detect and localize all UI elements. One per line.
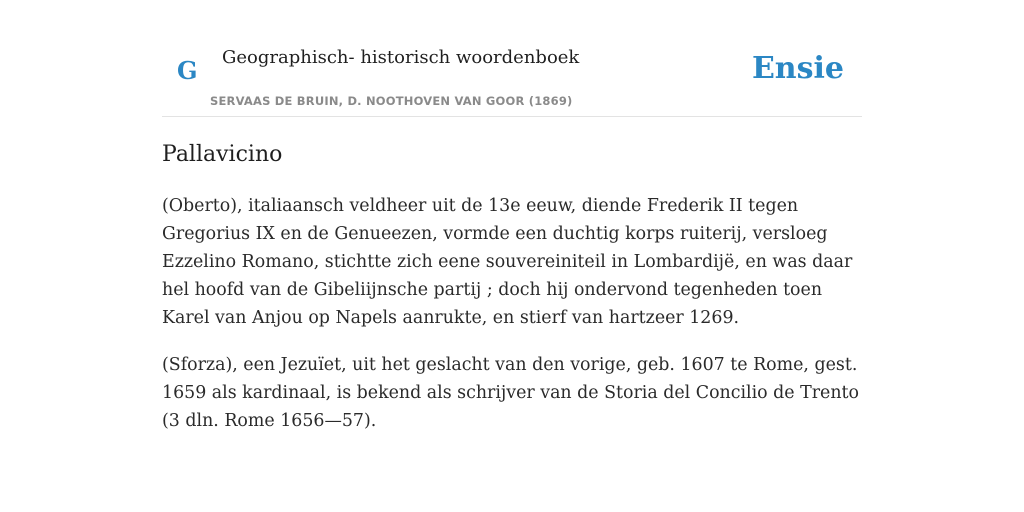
entry-paragraph: (Sforza), een Jezuïet, uit het geslacht van den vorige, geb. 1607 te Rome, gest. 1659 als kardinaal, is bekend als schrijver van de Storia del Concilio de Trento (3 dln. Rome 1656—57).	[162, 355, 859, 431]
book-letter-icon[interactable]: G	[177, 56, 198, 85]
ensie-logo[interactable]: Ensie	[751, 51, 844, 86]
book-authors: SERVAAS DE BRUIN, D. NOOTHOVEN VAN GOOR (1869)	[210, 94, 573, 108]
entry-title: Pallavicino	[162, 142, 283, 167]
book-header	[162, 0, 862, 117]
entry-body	[162, 192, 862, 454]
entry-paragraph: (Oberto), italiaansch veldheer uit de 13e eeuw, diende Frederik II tegen Gregorius IX en de Genueezen, vormde een duchtig korps ruiterij, versloeg Ezzelino Romano, stichtte zich eene souvereiniteil in Lombardijë, en was daar hel hoofd van de Gibeliijnsche partij ; doch hij ondervond tegenheden toen Karel van Anjou op Napels aanrukte, en stierf van hartzeer 1269.	[162, 196, 853, 328]
book-title-link[interactable]: Geographisch- historisch woordenboek	[222, 47, 580, 68]
